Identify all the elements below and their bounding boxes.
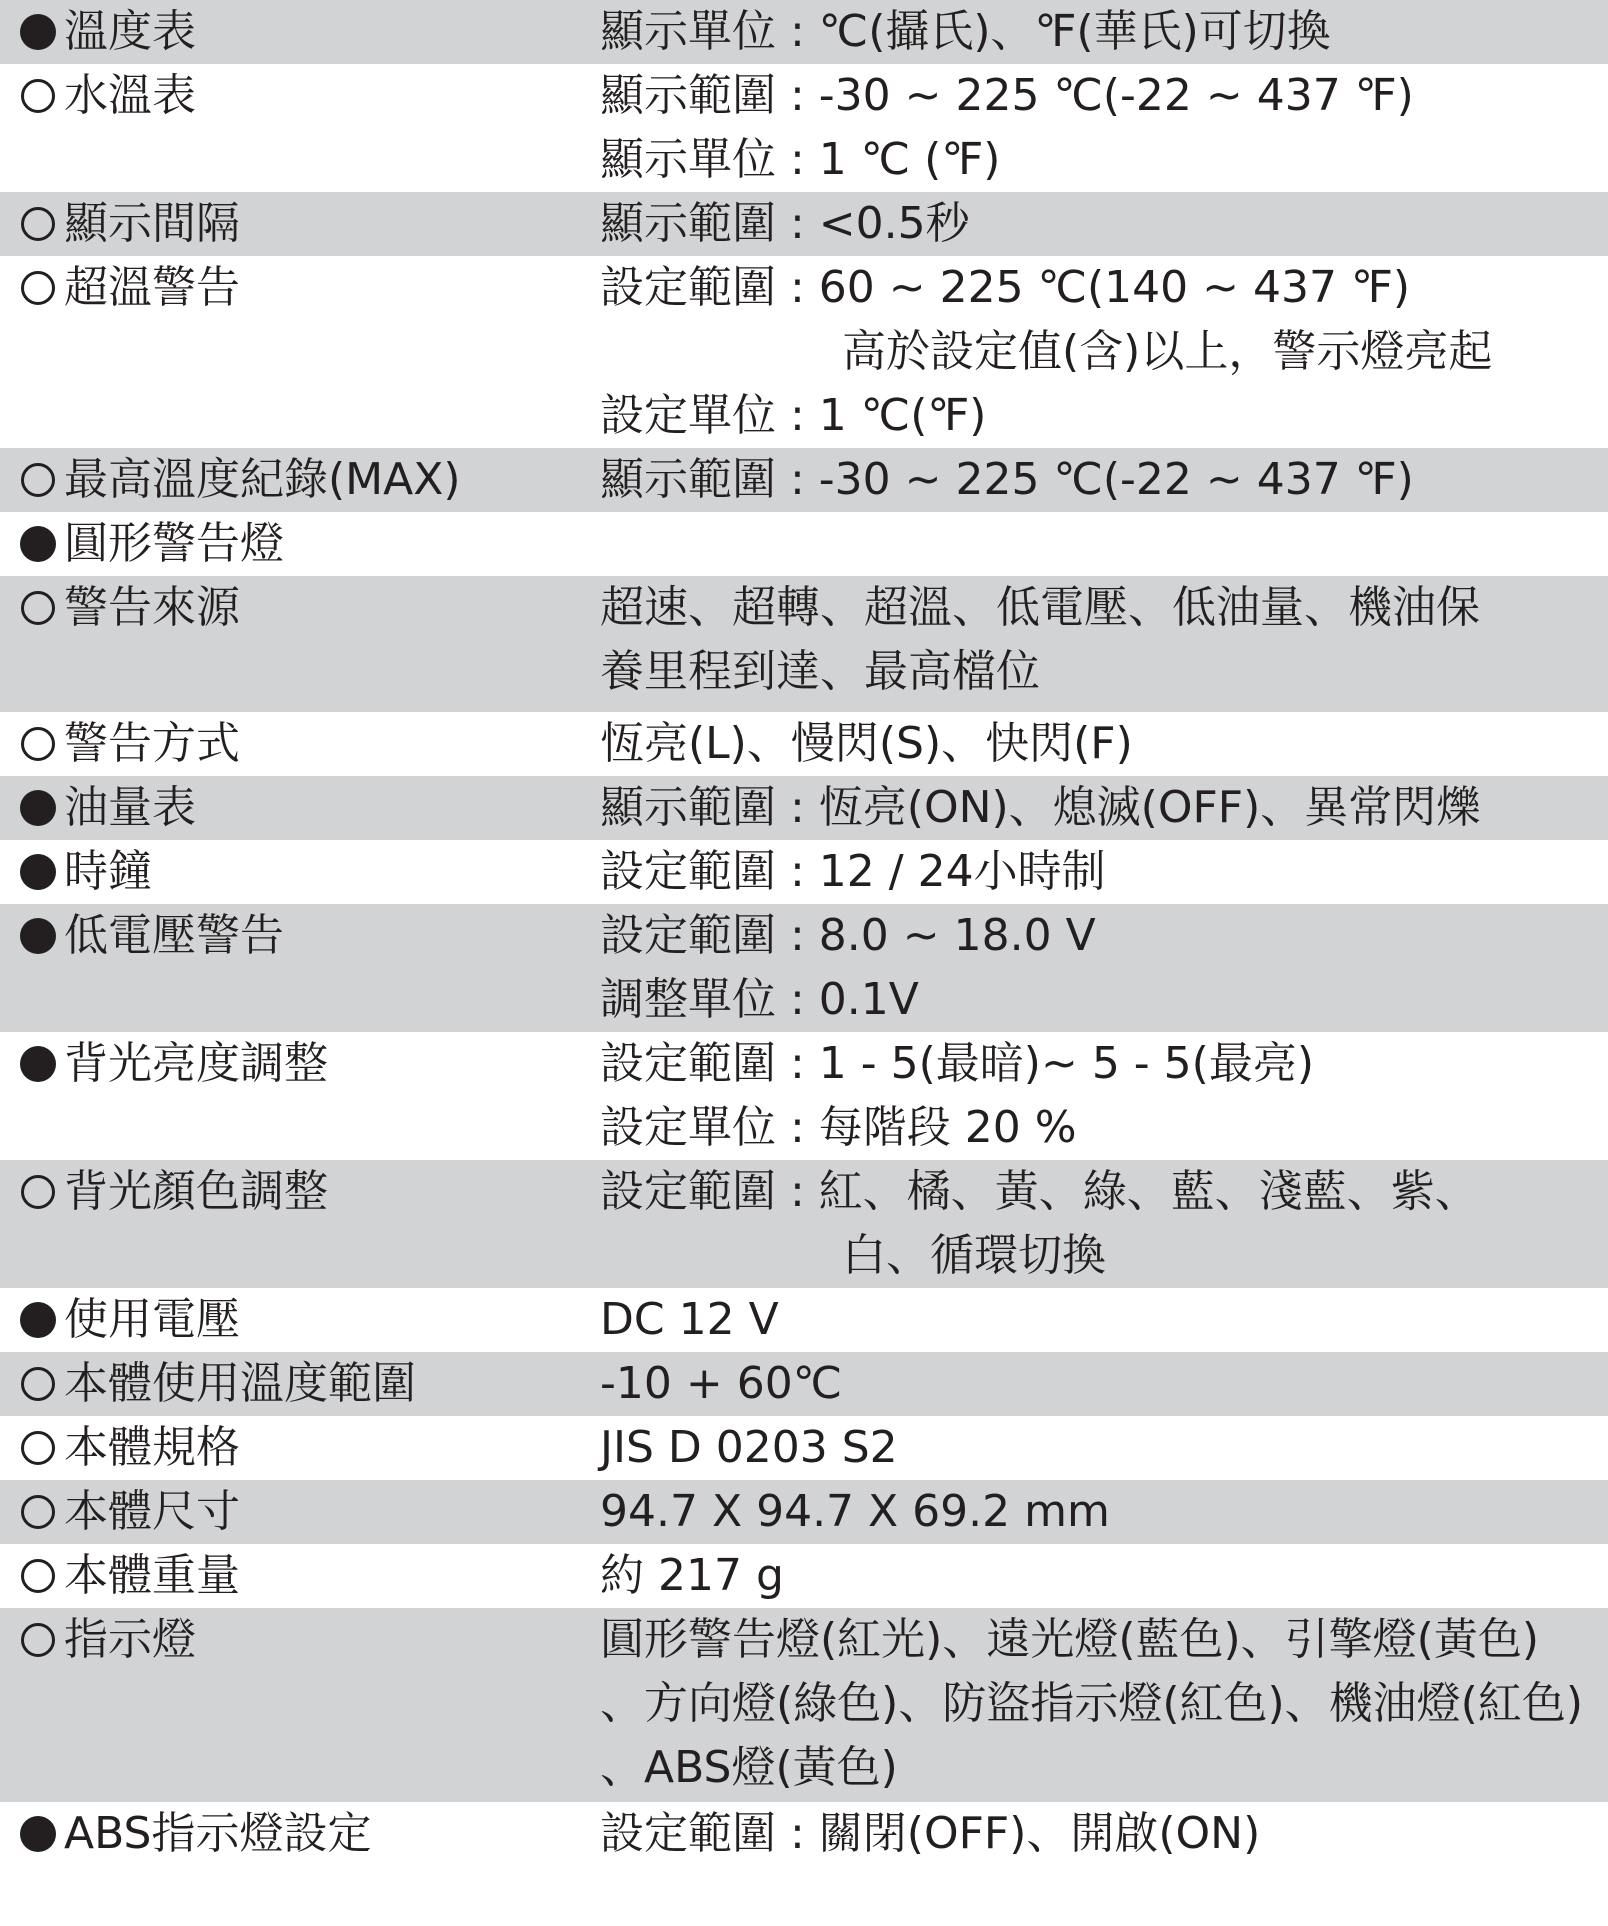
spec-value: 調整單位 : 0.1V: [600, 974, 919, 1025]
spec-row: [0, 256, 1608, 448]
spec-name: 低電壓警告: [64, 910, 284, 961]
spec-value: 設定範圍 : 1 - 5(最暗)~ 5 - 5(最亮): [600, 1038, 1314, 1089]
spec-value: 顯示範圍 : -30 ~ 225 ℃(-22 ~ 437 ℉): [600, 454, 1414, 505]
spec-row: [0, 1416, 1608, 1480]
spec-row: [0, 1288, 1608, 1352]
spec-row: [0, 1352, 1608, 1416]
hollow-circle-icon: [18, 1620, 58, 1660]
spec-name: 水溫表: [64, 70, 196, 121]
spec-value: 設定範圍 : 12 / 24小時制: [600, 846, 1106, 897]
spec-value: 設定範圍 : 8.0 ~ 18.0 V: [600, 910, 1096, 961]
spec-value: 約 217 g: [600, 1550, 784, 1601]
spec-value: 顯示範圍 : -30 ~ 225 ℃(-22 ~ 437 ℉): [600, 70, 1414, 121]
spec-row: [0, 712, 1608, 776]
spec-row: [0, 1608, 1608, 1802]
spec-row: [0, 0, 1608, 64]
spec-value: 設定單位 : 1 ℃(℉): [600, 390, 987, 441]
filled-circle-icon: [18, 788, 58, 828]
spec-row: [0, 1032, 1608, 1160]
spec-value: 顯示範圍 : 恆亮(ON)、熄滅(OFF)、異常閃爍: [600, 782, 1481, 833]
hollow-circle-icon: [18, 1364, 58, 1404]
hollow-circle-icon: [18, 268, 58, 308]
spec-name: 本體規格: [64, 1422, 240, 1473]
filled-circle-icon: [18, 852, 58, 892]
filled-circle-icon: [18, 12, 58, 52]
spec-name: 時鐘: [64, 846, 152, 897]
spec-name: 圓形警告燈: [64, 518, 284, 569]
hollow-circle-icon: [18, 1556, 58, 1596]
spec-row: [0, 576, 1608, 712]
spec-name: 背光顏色調整: [64, 1166, 328, 1217]
spec-row: [0, 904, 1608, 1032]
spec-name: 背光亮度調整: [64, 1038, 328, 1089]
hollow-circle-icon: [18, 1428, 58, 1468]
spec-name: 本體使用溫度範圍: [64, 1358, 416, 1409]
spec-value: 設定單位 : 每階段 20 %: [600, 1102, 1077, 1153]
spec-value: 白、循環切換: [842, 1230, 1106, 1281]
hollow-circle-icon: [18, 460, 58, 500]
spec-row: [0, 64, 1608, 192]
hollow-circle-icon: [18, 76, 58, 116]
spec-value: 顯示單位 : 1 ℃ (℉): [600, 134, 1001, 185]
filled-circle-icon: [18, 916, 58, 956]
spec-value: 設定範圍 : 紅、橘、黃、綠、藍、淺藍、紫、: [600, 1166, 1479, 1217]
spec-row: [0, 776, 1608, 840]
spec-name: 警告方式: [64, 718, 240, 769]
spec-value: 設定範圍 : 60 ~ 225 ℃(140 ~ 437 ℉): [600, 262, 1411, 313]
spec-name: 油量表: [64, 782, 196, 833]
spec-value: 94.7 X 94.7 X 69.2 mm: [600, 1486, 1110, 1537]
spec-name: 溫度表: [64, 6, 196, 57]
hollow-circle-icon: [18, 204, 58, 244]
hollow-circle-icon: [18, 1492, 58, 1532]
spec-row: [0, 1544, 1608, 1608]
spec-value: JIS D 0203 S2: [600, 1422, 898, 1473]
spec-row: [0, 448, 1608, 512]
spec-value: -10 + 60℃: [600, 1358, 843, 1409]
spec-name: 本體重量: [64, 1550, 240, 1601]
spec-name: 顯示間隔: [64, 198, 240, 249]
spec-value: 恆亮(L)、慢閃(S)、快閃(F): [600, 718, 1133, 769]
spec-row: [0, 1802, 1608, 1870]
hollow-circle-icon: [18, 724, 58, 764]
filled-circle-icon: [18, 1044, 58, 1084]
spec-row: [0, 1480, 1608, 1544]
spec-row: [0, 840, 1608, 904]
spec-value: DC 12 V: [600, 1294, 779, 1345]
spec-row: [0, 1160, 1608, 1288]
filled-circle-icon: [18, 524, 58, 564]
filled-circle-icon: [18, 1814, 58, 1854]
spec-name: 警告來源: [64, 582, 240, 633]
hollow-circle-icon: [18, 1172, 58, 1212]
spec-name: ABS指示燈設定: [64, 1808, 372, 1859]
spec-name: 最高溫度紀錄(MAX): [64, 454, 461, 505]
spec-name: 使用電壓: [64, 1294, 240, 1345]
spec-row: [0, 512, 1608, 576]
spec-value: 超速、超轉、超溫、低電壓、低油量、機油保: [600, 582, 1480, 633]
spec-value: 、方向燈(綠色)、防盜指示燈(紅色)、機油燈(紅色): [600, 1678, 1583, 1729]
spec-value: 高於設定值(含)以上，警示燈亮起: [842, 326, 1493, 377]
spec-name: 超溫警告: [64, 262, 240, 313]
spec-name: 本體尺寸: [64, 1486, 240, 1537]
spec-value: 、ABS燈(黃色): [600, 1742, 898, 1793]
spec-value: 圓形警告燈(紅光)、遠光燈(藍色)、引擎燈(黃色): [600, 1614, 1539, 1665]
filled-circle-icon: [18, 1300, 58, 1340]
spec-row: [0, 192, 1608, 256]
spec-name: 指示燈: [64, 1614, 196, 1665]
spec-value: 顯示單位 : ℃(攝氏)、℉(華氏)可切換: [600, 6, 1331, 57]
hollow-circle-icon: [18, 588, 58, 628]
spec-value: 設定範圍 : 關閉(OFF)、開啟(ON): [600, 1808, 1261, 1859]
spec-value: 養里程到達、最高檔位: [600, 646, 1040, 697]
spec-value: 顯示範圍 : <0.5秒: [600, 198, 970, 249]
